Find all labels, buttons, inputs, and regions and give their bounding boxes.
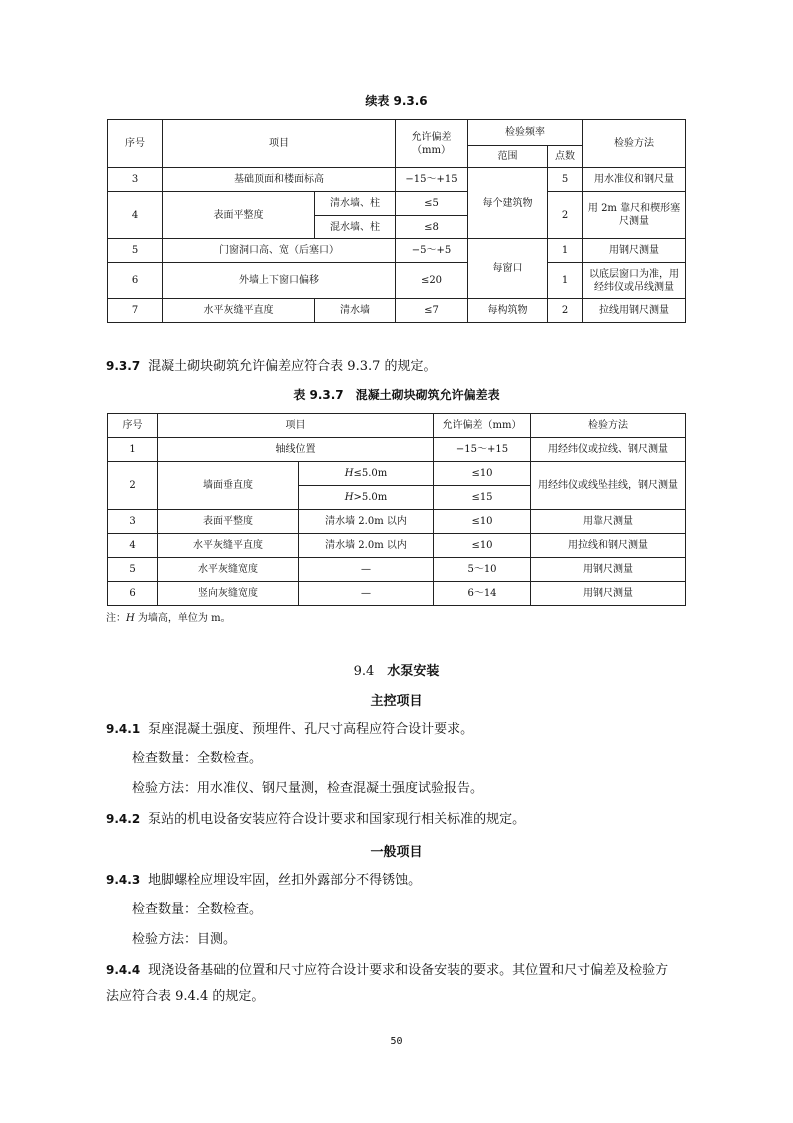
table-row: 2 墙面垂直度 H≤5.0m ≤10 用经纬仪或线坠挂线，钢尺测量 — [108, 462, 686, 486]
clause-9-4-2: 9.4.2 泵站的机电设备安装应符合设计要求和国家现行相关标准的规定。 — [106, 812, 526, 827]
table-row: 3 基础顶面和楼面标高 −15～+15 每个建筑物 5 用水准仪和钢尺量 — [108, 168, 686, 192]
table-row: 6 外墙上下窗口偏移 ≤20 1 以底层窗口为准，用经纬仪或吊线测量 — [108, 263, 686, 299]
table-row: 1 轴线位置 −15～+15 用经纬仪或拉线、钢尺测量 — [108, 438, 686, 462]
table-row: 6 竖向灰缝宽度 — 6～14 用钢尺测量 — [108, 582, 686, 606]
table-row: 4 表面平整度 清水墙、柱 ≤5 2 用 2m 靠尺和楔形塞尺测量 — [108, 192, 686, 216]
table-row: 混水墙、柱 ≤8 — [108, 216, 686, 239]
subsection-heading: 主控项目 — [370, 694, 423, 709]
section-heading: 9.4 水泵安装 — [353, 664, 440, 679]
clause-9-4-4-continued: 法应符合表 9.4.4 的规定。 — [106, 989, 265, 1004]
tolerance-table-936 — [107, 119, 686, 323]
table-caption: 表 9.3.7 混凝土砌块砌筑允许偏差表 — [293, 388, 500, 402]
tolerance-table-937 — [107, 413, 686, 606]
header-seq: 序号 — [108, 120, 163, 168]
table-row: 5 水平灰缝宽度 — 5～10 用钢尺测量 — [108, 558, 686, 582]
header-method: 检验方法 — [583, 120, 686, 168]
table-header-row — [108, 120, 686, 146]
header-frequency: 检验频率 — [468, 120, 583, 146]
inspection-method: 检验方法：目测。 — [132, 932, 237, 947]
table-row: 7 水平灰缝平直度 清水墙 ≤7 每构筑物 2 拉线用钢尺测量 — [108, 299, 686, 323]
inspection-quantity: 检查数量：全数检查。 — [132, 902, 263, 917]
table-caption: 续表 9.3.6 — [365, 94, 428, 108]
clause-9-4-4: 9.4.4 现浇设备基础的位置和尺寸应符合设计要求和设备安装的要求。其位置和尺寸偏差及检验方 — [106, 963, 669, 978]
subsection-heading: 一般项目 — [370, 845, 423, 860]
header-points: 点数 — [548, 146, 583, 168]
inspection-quantity: 检查数量：全数检查。 — [132, 751, 263, 766]
table-row: 4 水平灰缝平直度 清水墙 2.0m 以内 ≤10 用拉线和钢尺测量 — [108, 534, 686, 558]
page-number: 50 — [390, 1036, 403, 1047]
table-row: 5 门窗洞口高、宽（后塞口） −5～+5 每窗口 1 用钢尺测量 — [108, 239, 686, 263]
table-row: 3 表面平整度 清水墙 2.0m 以内 ≤10 用靠尺测量 — [108, 510, 686, 534]
table-header-row: 序号 项目 允许偏差（mm） 检验方法 — [108, 414, 686, 438]
clause-9-4-1: 9.4.1 泵座混凝土强度、预埋件、孔尺寸高程应符合设计要求。 — [106, 722, 474, 737]
header-scope: 范围 — [468, 146, 548, 168]
table-row: H>5.0m ≤15 — [108, 486, 686, 510]
table-note: 注：H 为墙高，单位为 m。 — [106, 613, 231, 624]
clause-9-4-3: 9.4.3 地脚螺栓应埋设牢固，丝扣外露部分不得锈蚀。 — [106, 873, 422, 888]
header-item: 项目 — [163, 120, 396, 168]
header-tolerance: 允许偏差 （mm） — [396, 120, 468, 168]
inspection-method: 检验方法：用水准仪、钢尺量测，检查混凝土强度试验报告。 — [132, 781, 484, 796]
clause-9-3-7: 9.3.7 混凝土砌块砌筑允许偏差应符合表 9.3.7 的规定。 — [106, 359, 437, 374]
